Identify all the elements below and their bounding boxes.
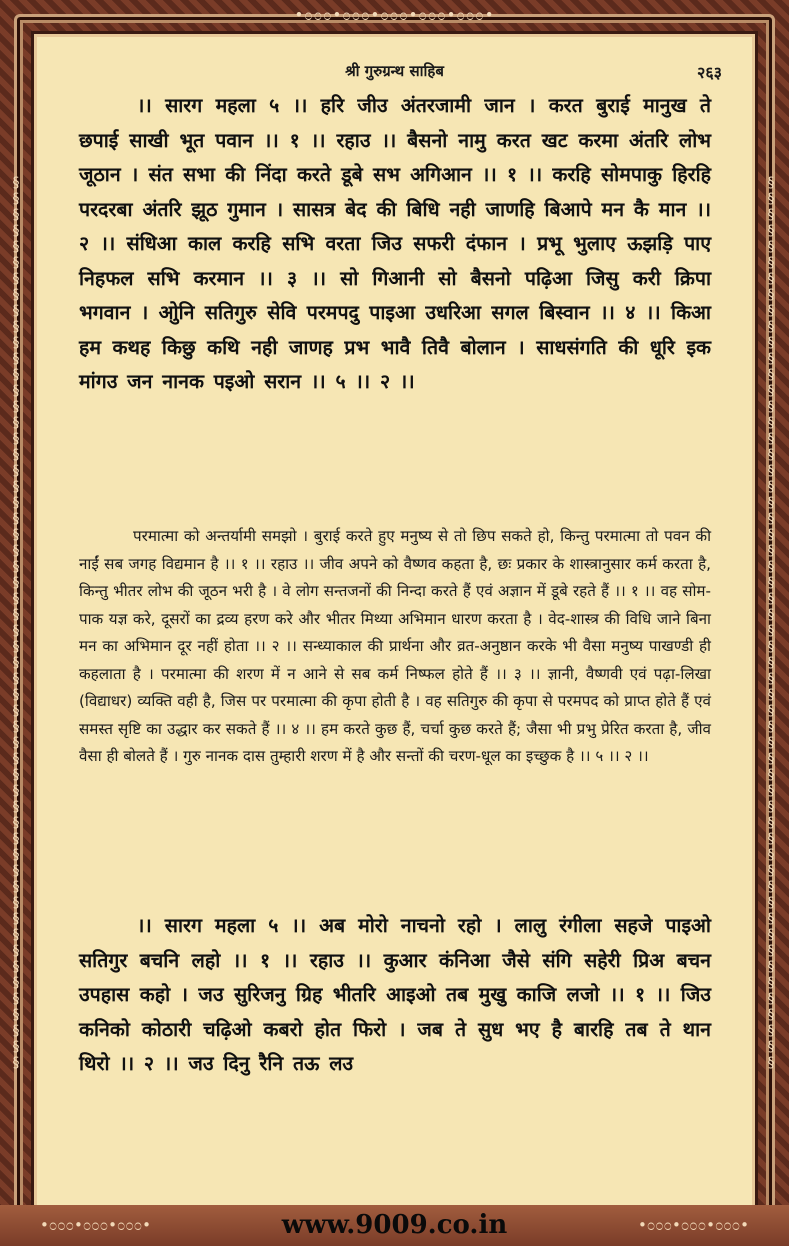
footer-band [0, 1205, 789, 1246]
top-ornament: •೦೦೦•೦೦೦•೦೦೦•೦೦೦•೦೦೦• [294, 6, 495, 24]
footer-ornament-left: •೦೦೦•೦೦೦•೦೦೦• [40, 1216, 151, 1234]
shabad-text-2: ।। सारग महला ५ ।। अब मोरो नाचनो रहो । लालु रंगीला सहजे पाइओ सतिगुर बचनि लहो ।। १ ।। रहाउ ।। कुआर कंनिआ जैसे संगि सहेरी प्रिअ बचन उपहास कहो । जउ सुरिजनु ग्रिह भीतरि आइओ तब मुखु काजि लजो ।। १ ।। जिउ कनिको कोठारी चढ़िओ कबरो होत फिरो । जब ते सुध भए है बारहि तब ते थान थिरो ।। २ ।। जउ दिनु रैनि तऊ लउ [79, 914, 711, 1075]
scripture-page [37, 37, 752, 1205]
footer-ornament-right: •೦೦೦•೦೦೦•೦೦೦• [638, 1216, 749, 1234]
right-ornament: §§§§§§§§§§§§§§§§§§§§§§§§§§§§§§§§§§§§§§§§§§§§§§§§§§§§§§§§ [763, 175, 779, 1071]
site-url[interactable]: www.9009.co.in [281, 1210, 508, 1240]
page-header [37, 61, 752, 85]
hindi-translation: परमात्मा को अन्तर्यामी समझो । बुराई करते हुए मनुष्य से तो छिप सकते हो, किन्तु परमात्मा तो पवन की नाईं सब जगह विद्यमान है ।। १ ।। रहाउ ।। जीव अपने को वैष्णव कहता है, छः प्रकार के शास्त्रानुसार कर्म करता है, किन्तु भीतर लोभ की जूठन भरी है । वे लोग सन्तजनों की निन्दा करते हैं एवं अज्ञान में डूबे रहते हैं ।। १ ।। वह सोम-पाक यज्ञ करे, दूसरों का द्रव्य हरण करे और भीतर मिथ्या अभिमान धारण करता है । वेद-शास्त्र की विधि जाने बिना मन का अभिमान दूर नहीं होता ।। २ ।। सन्ध्याकाल की प्रार्थना और व्रत-अनुष्ठान करके भी वैसा मनुष्य पाखण्डी ही कहलाता है । परमात्मा की शरण में न आने से सब कर्म निष्फल होते हैं ।। ३ ।। ज्ञानी, वैष्णवी एवं पढ़ा-लिखा (विद्याधर) व्यक्ति वही है, जिस पर परमात्मा की कृपा होती है । वह सतिगुरु की कृपा से परमपद को प्राप्त होते हैं एवं समस्त सृष्टि का उद्धार कर सकते हैं ।। ४ ।। हम करते कुछ हैं, चर्चा कुछ करते हैं; जैसा भी प्रभु प्रेरित करता है, जीव वैसा ही बोलते हैं । गुरु नानक दास तुम्हारी शरण में है और सन्तों की चरण-धूल का इच्छुक है ।। ५ ।। २ ।। [79, 527, 711, 765]
page-number: २६३ [697, 63, 722, 82]
shabad-text-1: ।। सारग महला ५ ।। हरि जीउ अंतरजामी जान । करत बुराई मानुख ते छपाई साखी भूत पवान ।। १ ।। रहाउ ।। बैसनो नामु करत खट करमा अंतरि लोभ जूठान । संत सभा की निंदा करते डूबे सभ अगिआन ।। १ ।। करहि सोमपाकु हिरहि परदरबा अंतरि झूठ गुमान । सासत्र बेद की बिधि नही जाणहि बिआपे मन कै मान ।। २ ।। संधिआ काल करहि सभि वरता जिउ सफरी दंफान । प्रभू भुलाए ऊझड़ि पाए निहफल सभि करमान ।। ३ ।। सो गिआनी सो बैसनो पढ़िआ जिसु करी क्रिपा भगवान । ओुनि सतिगुरु सेवि परमपदु पाइआ उधरिआ सगल बिस्वान ।। ४ ।। किआ हम कथह किछु कथि नही जाणह प्रभ भावै तिवै बोलान । साधसंगति की धूरि इक मांगउ जन नानक पइओ सरान ।। ५ ।। २ ।। [79, 94, 711, 393]
page-title: श्री गुरुग्रन्थ साहिब [345, 62, 444, 80]
left-ornament: §§§§§§§§§§§§§§§§§§§§§§§§§§§§§§§§§§§§§§§§§§§§§§§§§§§§§§§§ [8, 175, 24, 1071]
